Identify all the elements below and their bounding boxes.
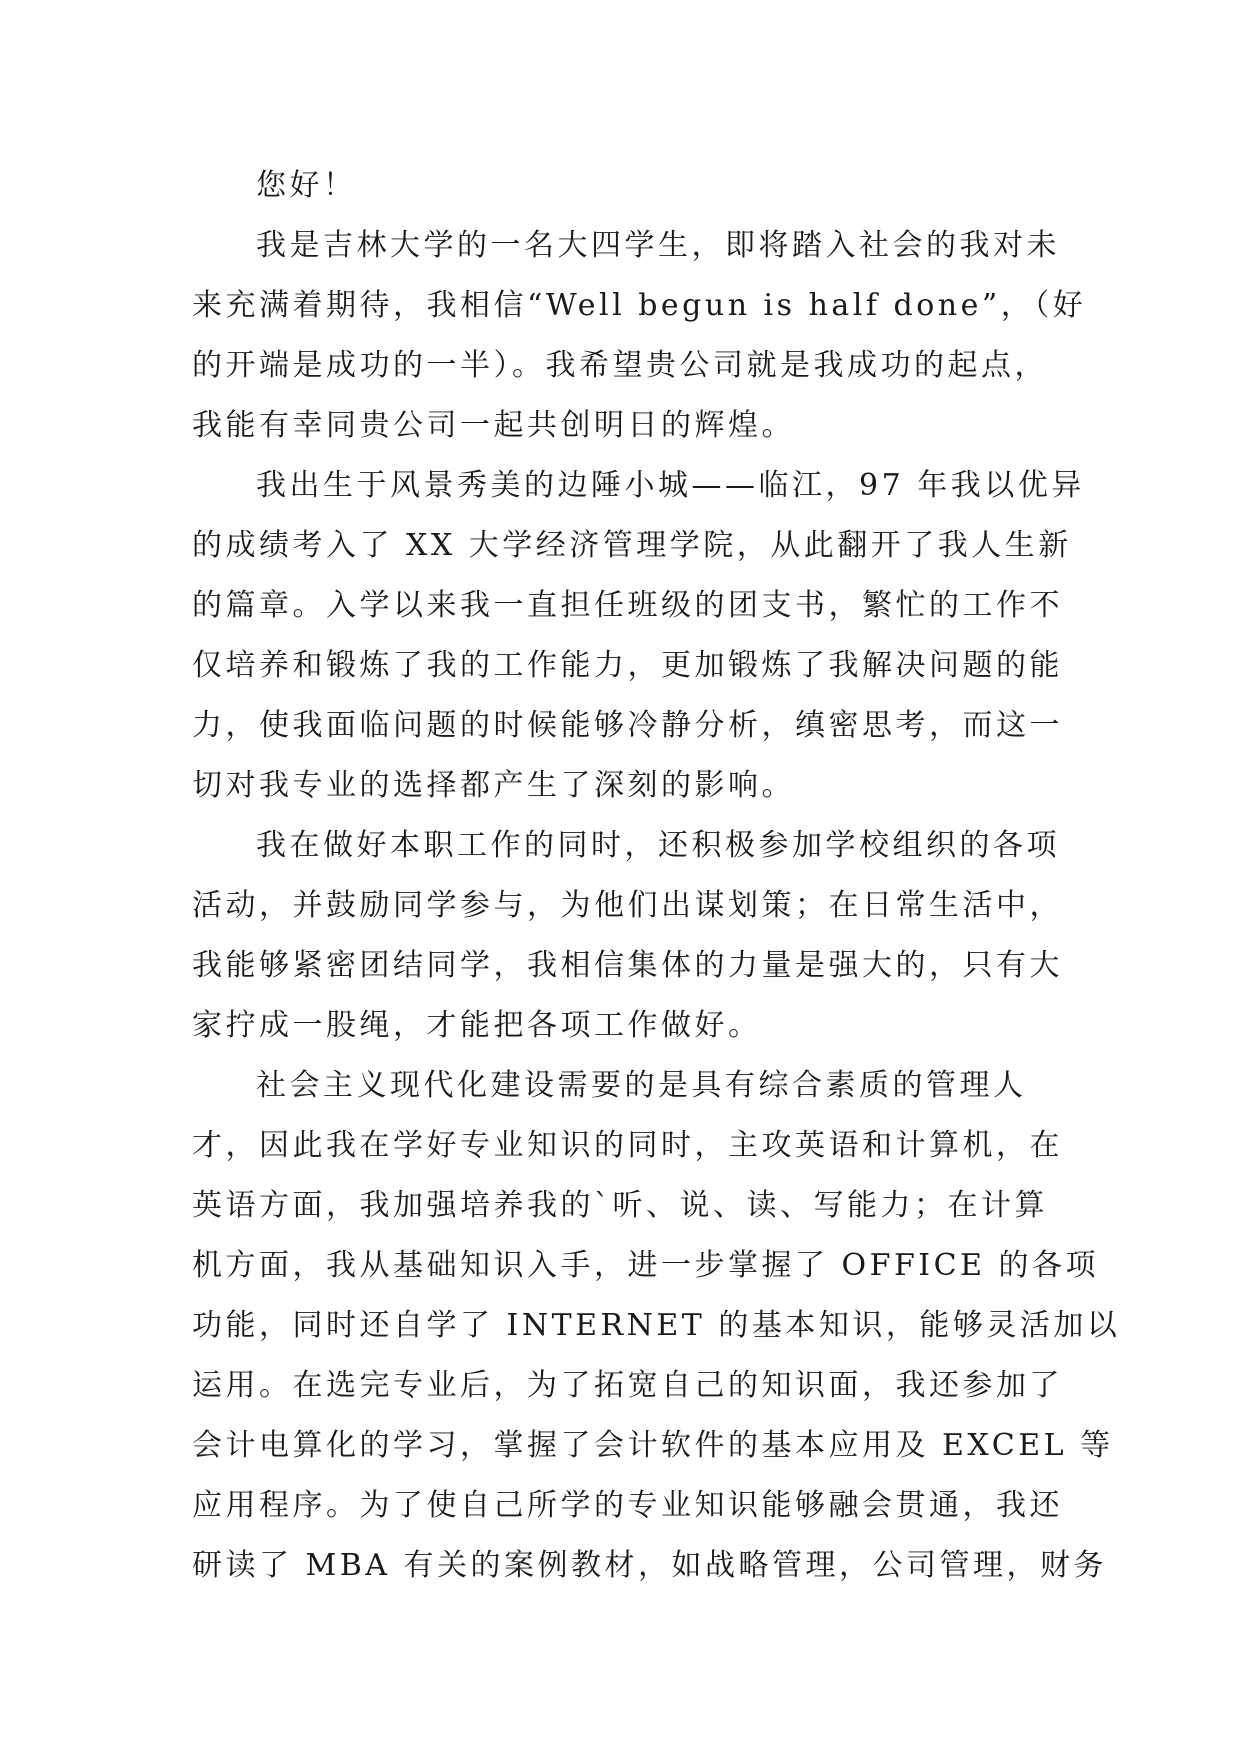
- paragraph-line: 应用程序。为了使自己所学的专业知识能够融会贯通，我还: [192, 1488, 1063, 1523]
- paragraph-line: 切对我专业的选择都产生了深刻的影响。: [192, 768, 795, 803]
- paragraph-line: 家拧成一股绳，才能把各项工作做好。: [192, 1008, 762, 1043]
- paragraph-line: 活动，并鼓励同学参与，为他们出谋划策；在日常生活中，: [192, 888, 1063, 923]
- paragraph-line: 会计电算化的学习，掌握了会计软件的基本应用及 EXCEL 等: [192, 1428, 1114, 1463]
- paragraph-line: 来充满着期待，我相信“Well begun is half done”，（好: [192, 288, 1087, 323]
- paragraph-line: 的开端是成功的一半）。我希望贵公司就是我成功的起点，: [192, 348, 1048, 383]
- paragraph-line: 力，使我面临问题的时候能够冷静分析，缜密思考，而这一: [192, 708, 1063, 743]
- paragraph-line: 的成绩考入了 XX 大学经济管理学院，从此翻开了我人生新: [192, 528, 1072, 563]
- paragraph-line: 研读了 MBA 有关的案例教材，如战略管理，公司管理，财务: [192, 1548, 1108, 1583]
- paragraph-line: 的篇章。入学以来我一直担任班级的团支书，繁忙的工作不: [192, 588, 1063, 623]
- paragraph-line: 我是吉林大学的一名大四学生，即将踏入社会的我对未: [256, 228, 1060, 263]
- paragraph-line: 功能，同时还自学了 INTERNET 的基本知识，能够灵活加以: [192, 1308, 1121, 1343]
- paragraph-line: 我在做好本职工作的同时，还积极参加学校组织的各项: [256, 828, 1060, 863]
- paragraph-line: 社会主义现代化建设需要的是具有综合素质的管理人: [256, 1068, 1027, 1103]
- paragraph-line: 机方面，我从基础知识入手，进一步掌握了 OFFICE 的各项: [192, 1248, 1100, 1283]
- paragraph-line: 我能有幸同贵公司一起共创明日的辉煌。: [192, 408, 795, 443]
- greeting-line: 您好！: [256, 168, 357, 203]
- letter-body: [192, 156, 1121, 1596]
- paragraph-line: 运用。在选完专业后，为了拓宽自己的知识面，我还参加了: [192, 1368, 1063, 1403]
- paragraph-line: 我能够紧密团结同学，我相信集体的力量是强大的，只有大: [192, 948, 1063, 983]
- paragraph-line: 我出生于风景秀美的边陲小城——临江，97 年我以优异: [256, 468, 1085, 503]
- paragraph-line: 才，因此我在学好专业知识的同时，主攻英语和计算机，在: [192, 1128, 1063, 1163]
- paragraph-line: 仅培养和锻炼了我的工作能力，更加锻炼了我解决问题的能: [192, 648, 1063, 683]
- paragraph-line: 英语方面，我加强培养我的`听、说、读、写能力；在计算: [192, 1188, 1048, 1223]
